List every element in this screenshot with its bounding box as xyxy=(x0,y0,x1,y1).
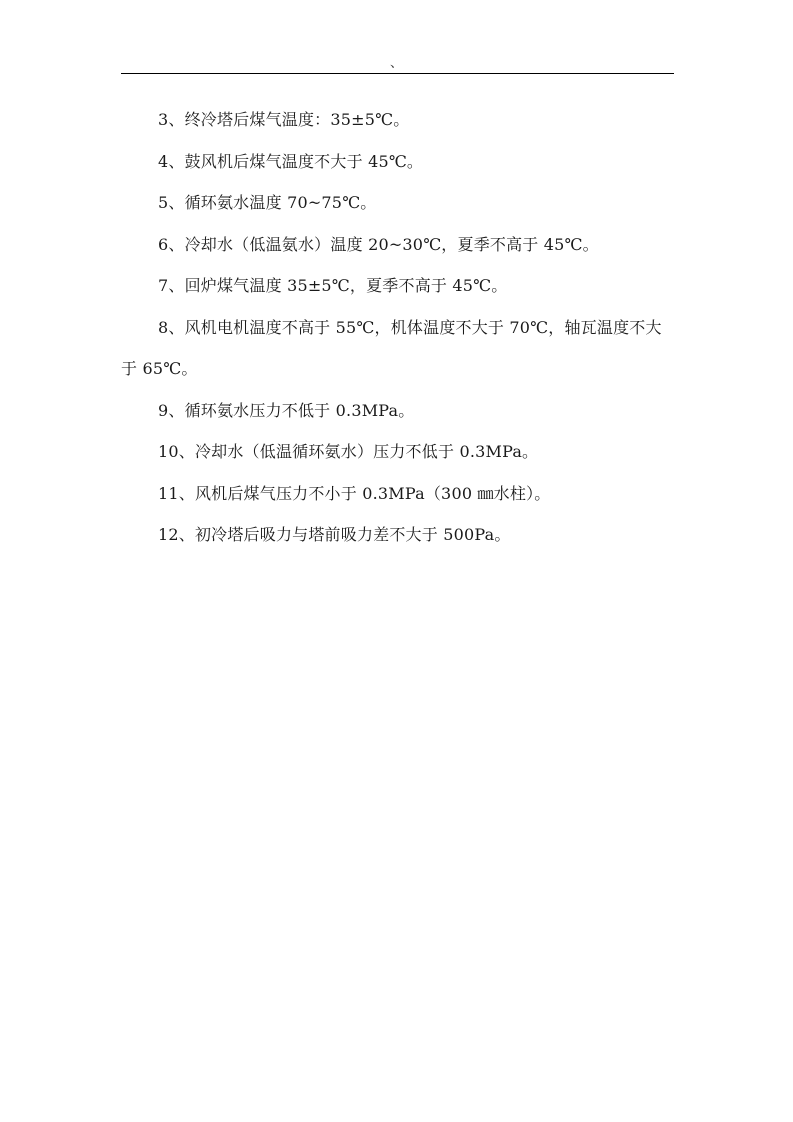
paragraph-11: 11、风机后煤气压力不小于 0.3MPa（300 ㎜水柱）。 xyxy=(158,483,551,503)
paragraph-6: 6、冷却水（低温氨水）温度 20~30℃，夏季不高于 45℃。 xyxy=(158,234,599,254)
header-mark: 、 xyxy=(389,56,403,71)
paragraph-4: 4、鼓风机后煤气温度不大于 45℃。 xyxy=(158,151,424,171)
paragraph-9: 9、循环氨水压力不低于 0.3MPa。 xyxy=(158,400,415,420)
paragraph-7: 7、回炉煤气温度 35±5℃，夏季不高于 45℃。 xyxy=(158,276,508,295)
paragraph-12: 12、初冷塔后吸力与塔前吸力差不大于 500Pa。 xyxy=(158,525,511,544)
paragraph-3: 3、终冷塔后煤气温度：35±5℃。 xyxy=(158,110,410,129)
document-body xyxy=(121,99,674,556)
paragraph-8: 8、风机电机温度不高于 55℃，机体温度不大于 70℃，轴瓦温度不大于 65℃。 xyxy=(121,317,662,378)
paragraph-10: 10、冷却水（低温循环氨水）压力不低于 0.3MPa。 xyxy=(158,442,539,461)
paragraph-5: 5、循环氨水温度 70~75℃。 xyxy=(158,193,377,212)
header-rule xyxy=(121,73,674,74)
